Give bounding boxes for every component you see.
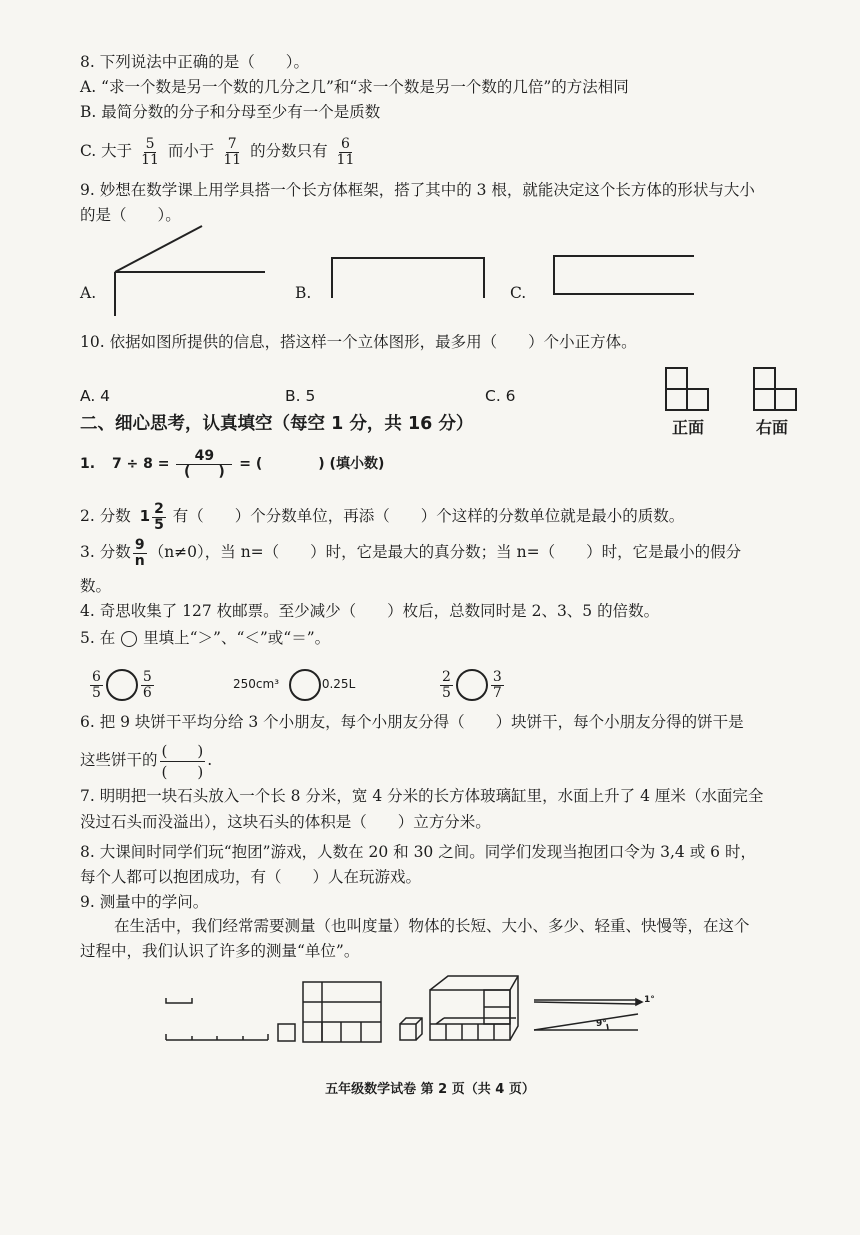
q9-stem-line2: 的是（ ）。 — [80, 206, 181, 224]
fill-q5-rest: 里填上“＞”、“＜”或“＝”。 — [143, 629, 331, 647]
numerator: 2 — [442, 668, 451, 685]
fill-q4: 4. 奇思收集了 127 枚邮票。至少减少（ ）枚后，总数同时是 2、3、5 的倍数。 — [80, 602, 660, 620]
q8-option-a: A. “求一个数是另一个数的几分之几”和“求一个数是另一个数的几倍”的方法相同 — [80, 78, 629, 96]
fill-q6-fraction-blank — [160, 741, 206, 782]
angle-1-degree-label: 1° — [644, 995, 655, 1005]
fill-q1-expression: 7 ÷ 8 = — [111, 456, 170, 472]
q8-c-mid2: 的分数只有 — [250, 142, 328, 160]
numerator: 5 — [142, 668, 152, 685]
angle-9-degree-label: 9° — [596, 1019, 607, 1029]
fill-q9-paragraph-line1: 在生活中，我们经常需要测量（也叫度量）物体的长短、大小、多少、轻重、快慢等，在这个 — [114, 917, 750, 935]
open-rectangle-edges — [332, 258, 484, 298]
fill-q8-line1: 8. 大课间时同学们玩“抱团”游戏，人数在 20 和 30 之间。同学们发现当抱团口令为 3,4 或 6 时， — [80, 843, 756, 861]
fraction-2-5 — [440, 670, 453, 701]
fill-q7-line2: 没过石头而没溢出），这块石头的体积是（ ）立方分米。 — [80, 813, 491, 831]
right-view-figure — [752, 366, 800, 412]
denominator: 11 — [336, 151, 355, 168]
fill-q3-prefix: 3. 分数 — [80, 543, 131, 561]
fill-q7-line1: 7. 明明把一块石头放入一个长 8 分米，宽 4 分米的长方体玻璃缸里，水面上升了 4 厘米（水面完全 — [80, 787, 764, 805]
q8-c-mid1: 而小于 — [167, 142, 215, 160]
volume-unit-cubes — [400, 976, 518, 1040]
fraction-5-6 — [141, 670, 154, 701]
fill-q1-answer-blank: = ( ) — [239, 456, 325, 472]
denominator: 5 — [92, 684, 101, 701]
fraction-7-11 — [221, 137, 243, 168]
fill-q6-prefix: 这些饼干的 — [80, 751, 158, 769]
slanted-edge — [115, 226, 202, 272]
fill-q3-line2: 数。 — [80, 577, 112, 595]
fill-q9-title: 9. 测量中的学问。 — [80, 893, 209, 911]
fill-q8-line2: 每个人都可以抱团成功，有（ ）人在玩游戏。 — [80, 868, 422, 886]
front-view-label: 正面 — [672, 418, 705, 437]
volume-liters: 0.25L — [321, 677, 356, 691]
compare-circle-1[interactable] — [106, 669, 138, 701]
fill-q5-prefix: 5. 在 — [80, 629, 116, 647]
denominator: 5 — [442, 684, 451, 701]
fraction-6-5 — [90, 670, 103, 701]
q9-stem-line1: 9. 妙想在数学课上用学具搭一个长方体框架，搭了其中的 3 根，就能决定这个长方体的形状与大小 — [80, 181, 755, 199]
fill-q3 — [80, 534, 741, 570]
fraction-9-n — [133, 538, 147, 569]
q8-option-b: B. 最简分数的分子和分母至少有一个是质数 — [80, 103, 381, 121]
fraction-5-11 — [139, 137, 161, 168]
q10-option-c: C. 6 — [485, 387, 516, 405]
area-unit-grid — [278, 982, 381, 1042]
mixed-number-fraction — [152, 502, 166, 533]
fill-q6-end: . — [207, 751, 213, 769]
q8-option-c — [80, 133, 358, 169]
fill-q5-compare-1 — [88, 664, 156, 704]
fill-q1 — [80, 448, 384, 480]
front-view-figure — [664, 366, 712, 412]
denominator: 7 — [492, 684, 502, 701]
q10-option-b: B. 5 — [285, 387, 316, 405]
denominator-blank: ( ) — [161, 762, 204, 781]
fill-q1-note: (填小数) — [329, 456, 385, 472]
q9-option-c-label: C. — [510, 284, 527, 302]
section-2-heading: 二、细心思考，认真填空（每空 1 分，共 16 分） — [80, 414, 474, 434]
q9-option-a-label: A. — [80, 284, 97, 302]
fill-q6-line2 — [80, 738, 212, 782]
numerator: 2 — [154, 500, 164, 517]
denominator: 11 — [223, 151, 242, 168]
mixed-number-whole: 1 — [139, 507, 151, 525]
q10-option-a: A. 4 — [80, 387, 111, 405]
fill-q1-number: 1. — [80, 456, 96, 472]
page-footer: 五年级数学试卷 第 2 页（共 4 页） — [325, 1082, 535, 1097]
numerator: 49 — [176, 449, 232, 465]
fill-q2-rest: 有（ ）个分数单位，再添（ ）个这样的分数单位就是最小的质数。 — [172, 507, 685, 525]
fill-q1-fraction — [176, 449, 232, 480]
numerator: 6 — [341, 135, 350, 152]
fill-q3-rest: （n≠0），当 n=（ ）时，它是最大的真分数；当 n=（ ）时，它是最小的假分 — [148, 543, 742, 561]
fill-q2 — [80, 500, 684, 533]
denominator: 11 — [141, 151, 159, 168]
numerator: 3 — [492, 668, 502, 685]
q9-option-a-figure — [110, 224, 270, 319]
denominator: 5 — [154, 516, 164, 533]
fill-q9-paragraph-line2: 过程中，我们认识了许多的测量“单位”。 — [80, 942, 360, 960]
circle-icon — [121, 631, 137, 647]
fill-q5-compare-2 — [233, 664, 355, 704]
q9-option-c-figure — [550, 252, 698, 298]
numerator: 5 — [145, 135, 155, 152]
denominator-blank: ( ) — [183, 463, 225, 480]
numerator-blank: ( ) — [161, 741, 204, 760]
angle-unit-figures — [534, 999, 642, 1030]
right-view-label: 右面 — [756, 418, 789, 437]
q9-option-b-label: B. — [295, 284, 312, 302]
q10-stem: 10. 依据如图所提供的信息，搭这样一个立体图形，最多用（ ）个小正方体。 — [80, 333, 637, 351]
open-rectangle-edges — [554, 256, 694, 294]
compare-circle-2[interactable] — [289, 669, 321, 701]
measurement-units-illustration — [160, 972, 660, 1050]
compare-circle-3[interactable] — [456, 669, 488, 701]
volume-cm3: 250cm³ — [233, 677, 280, 691]
numerator: 6 — [92, 668, 101, 685]
denominator: 6 — [142, 684, 152, 701]
length-unit-ruler — [166, 998, 268, 1040]
fill-q5-compare-3 — [438, 664, 506, 704]
fraction-3-7 — [491, 670, 504, 701]
q9-option-b-figure — [326, 254, 488, 300]
denominator: n — [134, 552, 145, 569]
fill-q6-line1: 6. 把 9 块饼干平均分给 3 个小朋友，每个小朋友分得（ ）块饼干，每个小朋友分得的饼干是 — [80, 713, 744, 731]
numerator: 9 — [134, 536, 145, 553]
numerator: 7 — [227, 135, 237, 152]
q8-c-prefix: C. 大于 — [80, 142, 133, 160]
fraction-6-11 — [335, 137, 357, 168]
fill-q5 — [80, 626, 330, 650]
q8-stem: 8. 下列说法中正确的是（ ）。 — [80, 53, 309, 71]
fill-q2-prefix: 2. 分数 — [80, 507, 131, 525]
